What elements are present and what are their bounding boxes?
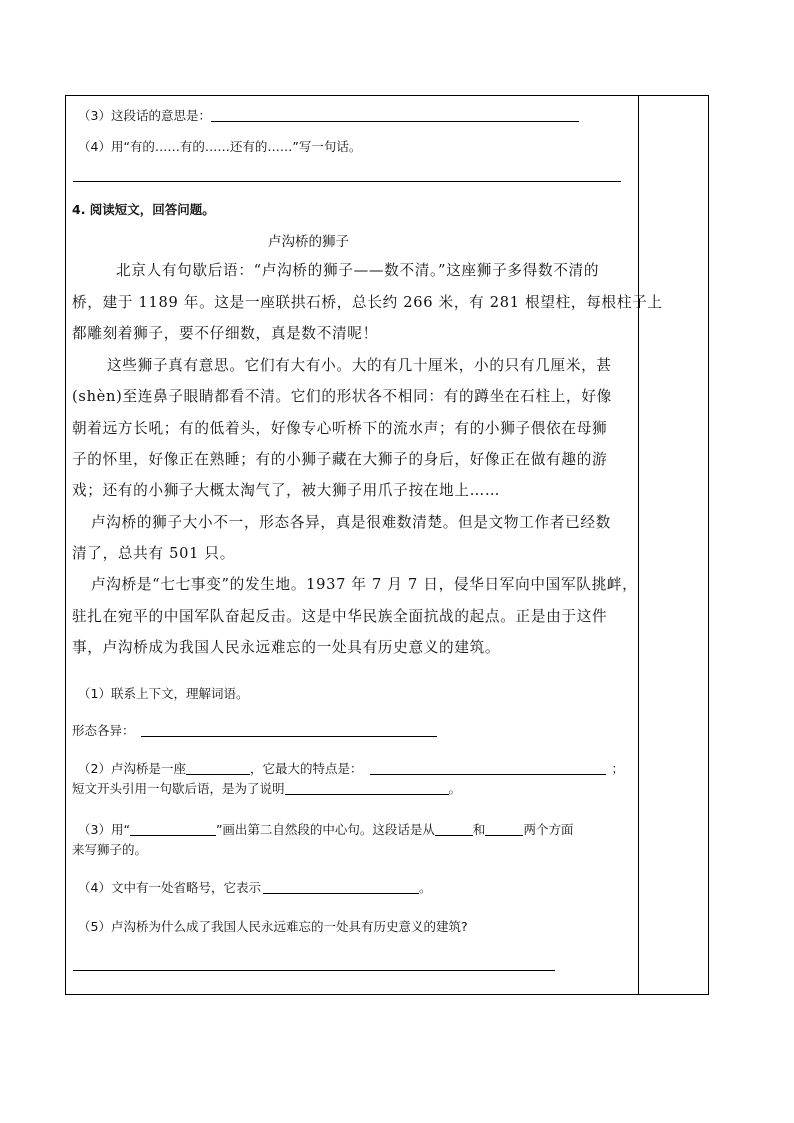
question-2-text: 。	[448, 781, 462, 796]
passage-line: 北京人有句歇后语：“卢沟桥的狮子——数不清。”这座狮子多得数不清的	[116, 262, 600, 279]
passage-line: 事，卢沟桥成为我国人民永远难忘的一处具有历史意义的建筑。	[72, 639, 501, 656]
word-label: 形态各异：	[72, 723, 135, 738]
question-4	[78, 878, 431, 896]
passage-line: 朝着远方长吼；有的低着头，好像专心听桥下的流水声；有的小狮子偎依在母狮	[72, 420, 608, 437]
passage-line: 桥，建于 1189 年。这是一座联拱石桥，总长约 266 米，有 281 根望柱，每根柱子上	[72, 294, 663, 311]
answer-blank[interactable]	[263, 881, 419, 894]
question-2-text: （2）卢沟桥是一座	[78, 761, 186, 776]
answer-blank[interactable]	[130, 823, 216, 836]
question-2-second-line	[72, 779, 461, 797]
passage-title: 卢沟桥的狮子	[268, 234, 349, 250]
answer-blank[interactable]	[211, 109, 579, 122]
question-3-second-line: 来写狮子的。	[72, 842, 148, 857]
question-5: （5）卢沟桥为什么成了我国人民永远难忘的一处具有历史意义的建筑?	[78, 919, 468, 934]
passage-line: 都雕刻着狮子，要不仔细数，真是数不清呢！	[72, 325, 378, 342]
question-2-text: ；	[611, 761, 624, 776]
question-3-text: 和	[472, 822, 486, 837]
answer-blank[interactable]	[370, 762, 606, 775]
answer-blank[interactable]	[141, 724, 437, 737]
passage-line: 子的怀里，好像正在熟睡；有的小狮子藏在大狮子的身后，好像正在做有趣的游	[72, 451, 608, 468]
passage-line: 卢沟桥是“七七事变”的发生地。1937 年 7 月 7 日，侵华日军向中国军队挑衅，	[91, 576, 638, 593]
passage-line: 这些狮子真有意思。它们有大有小。大的有几十厘米，小的只有几厘米，甚	[107, 357, 612, 374]
passage-line: 清了，总共有 501 只。	[72, 545, 235, 562]
section-heading: 4. 阅读短文，回答问题。	[72, 202, 215, 217]
question-3	[78, 820, 573, 838]
question-2	[78, 759, 624, 777]
question-3-top	[78, 106, 579, 124]
question-1-word	[72, 721, 437, 739]
question-3-text: ”画出第二自然段的中心句。这段话是从	[215, 822, 435, 837]
passage-line: (shèn)至连鼻子眼睛都看不清。它们的形状各不相同：有的蹲坐在石柱上，好像	[72, 388, 612, 405]
answer-line[interactable]	[73, 970, 555, 971]
answer-blank[interactable]	[435, 823, 473, 836]
question-4-text: 。	[418, 880, 432, 895]
question-2-text: 短文开头引用一句歇后语，是为了说明	[72, 781, 285, 796]
answer-blank[interactable]	[485, 823, 523, 836]
question-3-text: （3）用“	[78, 822, 130, 837]
passage-line: 戏；还有的小狮子大概太淘气了，被大狮子用爪子按在地上……	[72, 482, 501, 499]
passage-line: 卢沟桥的狮子大小不一，形态各异，真是很难数清楚。但是文物工作者已经数	[91, 514, 611, 531]
question-2-text: ，它最大的特点是：	[249, 761, 363, 776]
question-4-text: （4）文中有一处省略号，它表示	[78, 880, 261, 895]
column-divider	[638, 96, 639, 994]
answer-blank[interactable]	[186, 762, 250, 775]
question-3-text: （3）这段话的意思是：	[78, 108, 211, 123]
answer-line[interactable]	[73, 181, 621, 182]
question-3-text: 两个方面	[523, 822, 574, 837]
answer-blank[interactable]	[285, 782, 449, 795]
passage-line: 驻扎在宛平的中国军队奋起反击。这是中华民族全面抗战的起点。正是由于这件	[72, 608, 608, 625]
question-4-top: （4）用“有的……有的……还有的……”写一句话。	[78, 139, 362, 154]
question-1: （1）联系上下文，理解词语。	[78, 686, 249, 701]
